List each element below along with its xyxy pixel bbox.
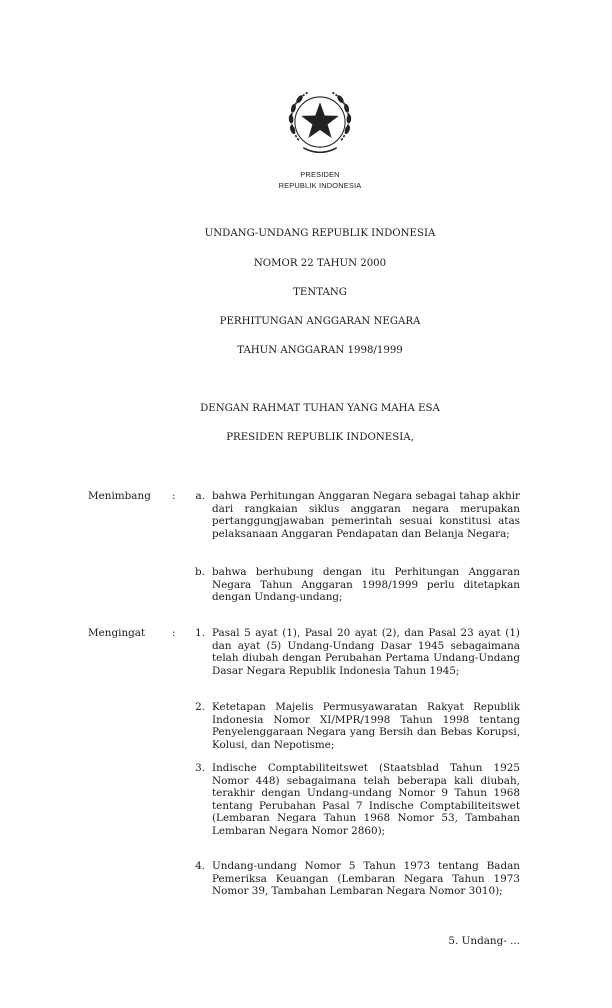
item-text: Ketetapan Majelis Permusyawaratan Rakyat Republik Indonesia Nomor XI/MPR/1998 Tahun 1998 tentang Penyelenggaraan Negara yang Bersih dan Bebas Korupsi, Kolusi, dan Nepotisme; bbox=[212, 701, 520, 751]
title-number: NOMOR 22 TAHUN 2000 bbox=[253, 258, 387, 269]
item-text: Indische Comptabiliteitswet (Staatsblad Tahun 1925 Nomor 448) sebagaimana telah beberapa kali diubah, terakhir dengan Undang-undang Nomor 9 Tahun 1968 tentang Perubahan Pasal 7 Indische Comptabiliteitswet (Lembaran Negara Tahun 1968 Nomor 53, Tambahan Lembaran Negara Nomor 2860); bbox=[212, 762, 520, 837]
mengingat-label: Mengingat bbox=[88, 627, 146, 639]
menimbang-item bbox=[187, 566, 520, 604]
item-number: 2. bbox=[195, 701, 205, 713]
title-fiscal-year: TAHUN ANGGARAN 1998/1999 bbox=[237, 345, 403, 356]
item-text: bahwa berhubung dengan itu Perhitungan Anggaran Negara Tahun Anggaran 1998/1999 perlu ditetapkan dengan Undang-undang; bbox=[212, 566, 520, 603]
garuda-star-emblem-icon bbox=[282, 84, 358, 160]
item-number: 3. bbox=[195, 762, 205, 774]
title-preamble: DENGAN RAHMAT TUHAN YANG MAHA ESA bbox=[200, 403, 440, 414]
item-text: Pasal 5 ayat (1), Pasal 20 ayat (2), dan Pasal 23 ayat (1) dan ayat (5) Undang-Undang Dasar 1945 sebagaimana telah diubah dengan Perubahan Pertama Undang-Undang Dasar Negara Republik Indonesia Tahun 1945; bbox=[212, 627, 520, 677]
mengingat-item bbox=[187, 627, 520, 677]
menimbang-label: Menimbang bbox=[88, 490, 151, 502]
title-subject: PERHITUNGAN ANGGARAN NEGARA bbox=[219, 316, 421, 327]
header-republic: REPUBLIK INDONESIA bbox=[278, 181, 362, 190]
item-text: bahwa Perhitungan Anggaran Negara sebagai tahap akhir dari rangkaian siklus anggaran negara merupakan pertanggungjawaban pemerintah sesuai konstitusi atas pelaksanaan Anggaran Pendapatan dan Belanja Negara; bbox=[212, 490, 520, 540]
item-number: a. bbox=[195, 490, 205, 502]
menimbang-item bbox=[187, 490, 520, 540]
mengingat-item bbox=[187, 860, 520, 898]
mengingat-item bbox=[187, 762, 520, 837]
title-president: PRESIDEN REPUBLIK INDONESIA, bbox=[226, 432, 414, 443]
title-about: TENTANG bbox=[293, 287, 347, 298]
item-number: 4. bbox=[195, 860, 205, 872]
header-president: PRESIDEN bbox=[300, 170, 340, 179]
mengingat-item bbox=[187, 701, 520, 751]
menimbang-colon: : bbox=[172, 490, 176, 502]
item-number: 1. bbox=[195, 627, 205, 639]
item-text: Undang-undang Nomor 5 Tahun 1973 tentang Badan Pemeriksa Keuangan (Lembaran Negara Tahun 1973 Nomor 39, Tambahan Lembaran Negara Nomor 3010); bbox=[212, 860, 520, 897]
continuation-note: 5. Undang- ... bbox=[448, 935, 520, 947]
item-number: b. bbox=[195, 566, 205, 578]
mengingat-colon: : bbox=[172, 627, 176, 639]
title-law: UNDANG-UNDANG REPUBLIK INDONESIA bbox=[204, 228, 436, 239]
